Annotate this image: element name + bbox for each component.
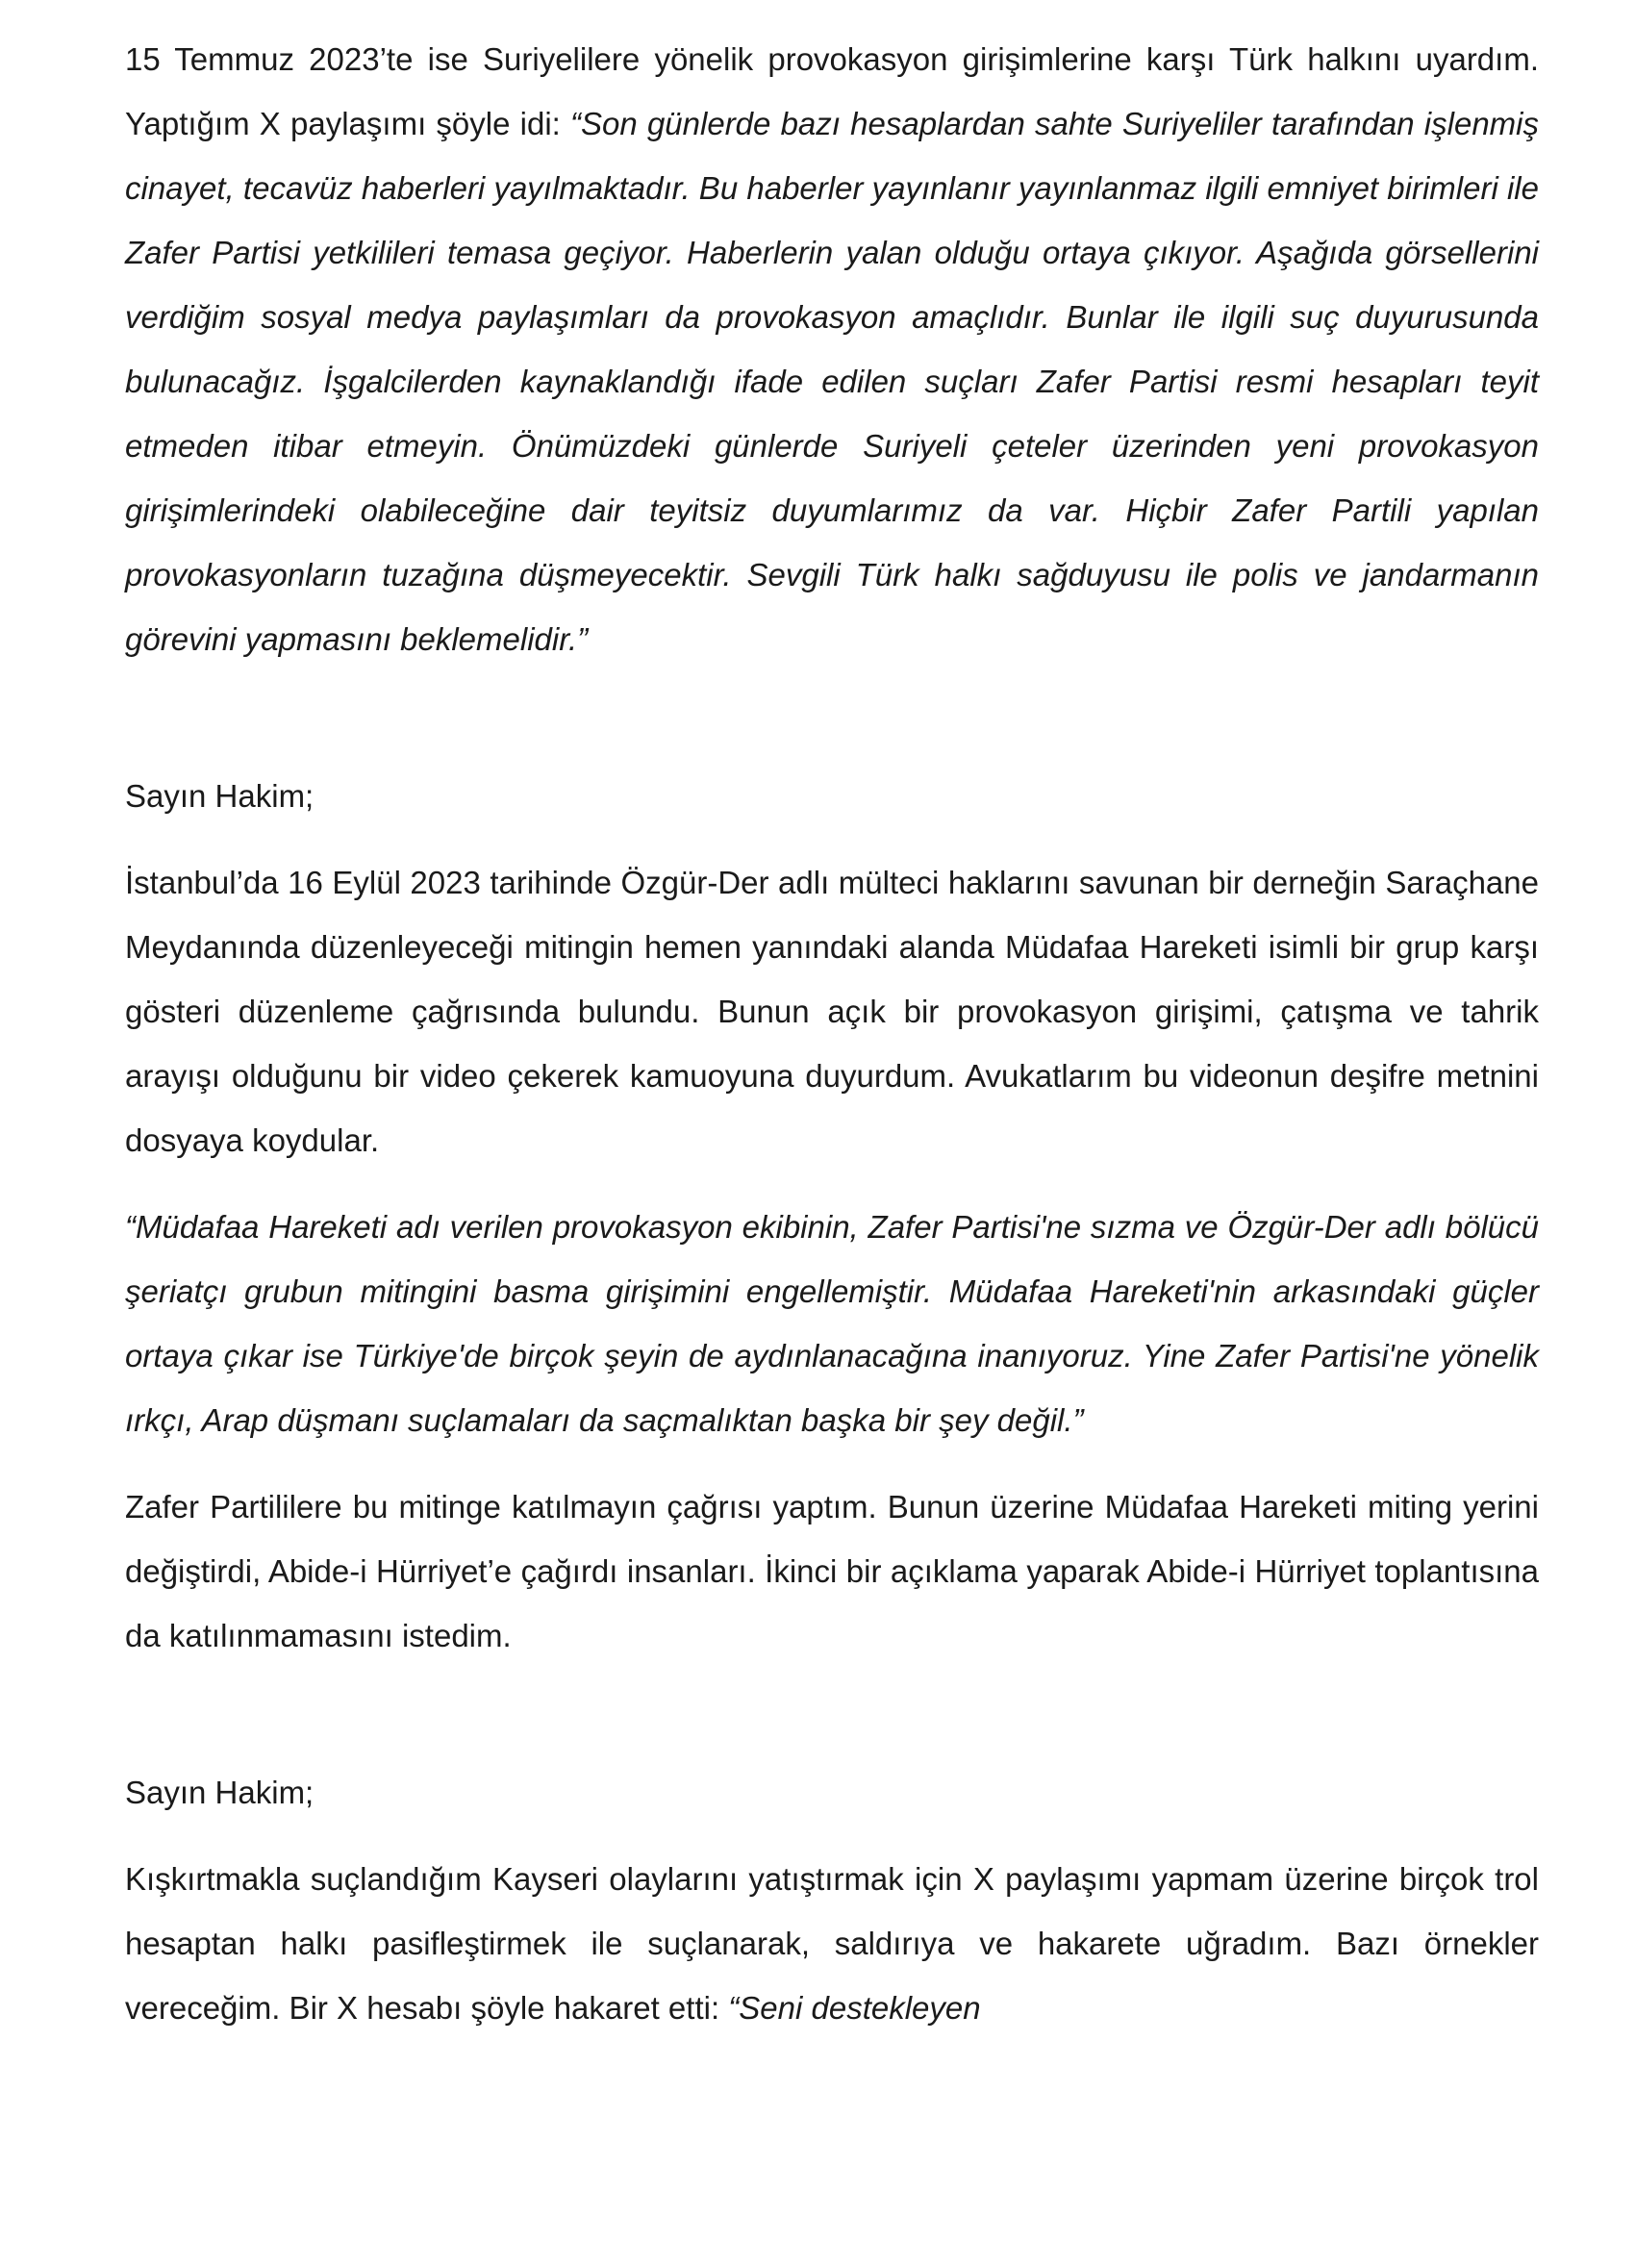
- paragraph-rally-call: Zafer Partililere bu mitinge katılmayın çağrısı yaptım. Bunun üzerine Müdafaa Hareketi miting yerini değiştirdi, Abide-i Hürriyet’e çağırdı insanları. İkinci bir açıklama yaparak Abide-i Hürriyet toplantısına da katılınmamasını istedim.: [125, 1489, 1539, 1653]
- paragraph-x-post-warning: [125, 27, 1539, 671]
- quoted-video-transcript: [125, 1195, 1539, 1452]
- paragraph-gap: [125, 671, 1539, 764]
- document-page: [125, 27, 1539, 2040]
- paragraph-lead-text: Kışkırtmakla suçlandığım Kayseri olaylarını yatıştırmak için X paylaşımı yapmam üzerine birçok trol hesaptan halkı pasifleştirmek ile suçlanarak, saldırıya ve hakarete uğradım. Bazı örnekler vereceğim. Bir X hesabı şöyle hakaret etti:: [125, 1861, 1539, 2026]
- paragraph-kayseri-events: [125, 1847, 1539, 2040]
- salutation-heading: Sayın Hakim;: [125, 778, 314, 814]
- paragraph-lead-text: 15 Temmuz 2023’te ise Suriyelilere yönelik provokasyon girişimlerine karşı Türk halkını uyardım. Yaptığım X paylaşımı şöyle idi:: [125, 41, 1539, 141]
- paragraph-gap: [125, 1825, 1539, 1847]
- paragraph-gap: [125, 1452, 1539, 1474]
- quoted-insult: “Seni destekleyen: [728, 1990, 981, 2026]
- quote-text: “Müdafaa Hareketi adı verilen provokasyon ekibinin, Zafer Partisi'ne sızma ve Özgür-Der adlı bölücü şeriatçı grubun mitingini basma girişimini engellemiştir. Müdafaa Hareketi'nin arkasındaki güçler ortaya çıkar ise Türkiye'de birçok şeyin de aydınlanacağına inanıyoruz. Yine Zafer Partisi'ne yönelik ırkçı, Arap düşmanı suçlamaları da saçmalıktan başka bir şey değil.”: [125, 1209, 1539, 1438]
- paragraph-gap: [125, 828, 1539, 850]
- paragraph-ozgur-der-rally: İstanbul’da 16 Eylül 2023 tarihinde Özgür-Der adlı mülteci haklarını savunan bir derneğin Saraçhane Meydanında düzenleyeceği mitingin hemen yanındaki alanda Müdafaa Hareketi isimli bir grup karşı gösteri düzenleme çağrısında bulundu. Bunun açık bir provokasyon girişimi, çatışma ve tahrik arayışı olduğunu bir video çekerek kamuoyuna duyurdum. Avukatlarım bu videonun deşifre metnini dosyaya koydular.: [125, 865, 1539, 1158]
- quoted-x-post: “Son günlerde bazı hesaplardan sahte Suriyeliler tarafından işlenmiş cinayet, tecavüz haberleri yayılmaktadır. Bu haberler yayınlanır yayınlanmaz ilgili emniyet birimleri ile Zafer Partisi yetkilileri temasa geçiyor. Haberlerin yalan olduğu ortaya çıkıyor. Aşağıda görsellerini verdiğim sosyal medya paylaşımları da provokasyon amaçlıdır. Bunlar ile ilgili suç duyurusunda bulunacağız. İşgalcilerden kaynaklandığı ifade edilen suçları Zafer Partisi resmi hesapları teyit etmeden itibar etmeyin. Önümüzdeki günlerde Suriyeli çeteler üzerinden yeni provokasyon girişimlerindeki olabileceğine dair teyitsiz duyumlarımız da var. Hiçbir Zafer Partili yapılan provokasyonların tuzağına düşmeyecektir. Sevgili Türk halkı sağduyusu ile polis ve jandarmanın görevini yapmasını beklemelidir.”: [125, 106, 1539, 657]
- paragraph-gap: [125, 1172, 1539, 1195]
- salutation-heading: Sayın Hakim;: [125, 1775, 314, 1810]
- paragraph-gap: [125, 1668, 1539, 1760]
